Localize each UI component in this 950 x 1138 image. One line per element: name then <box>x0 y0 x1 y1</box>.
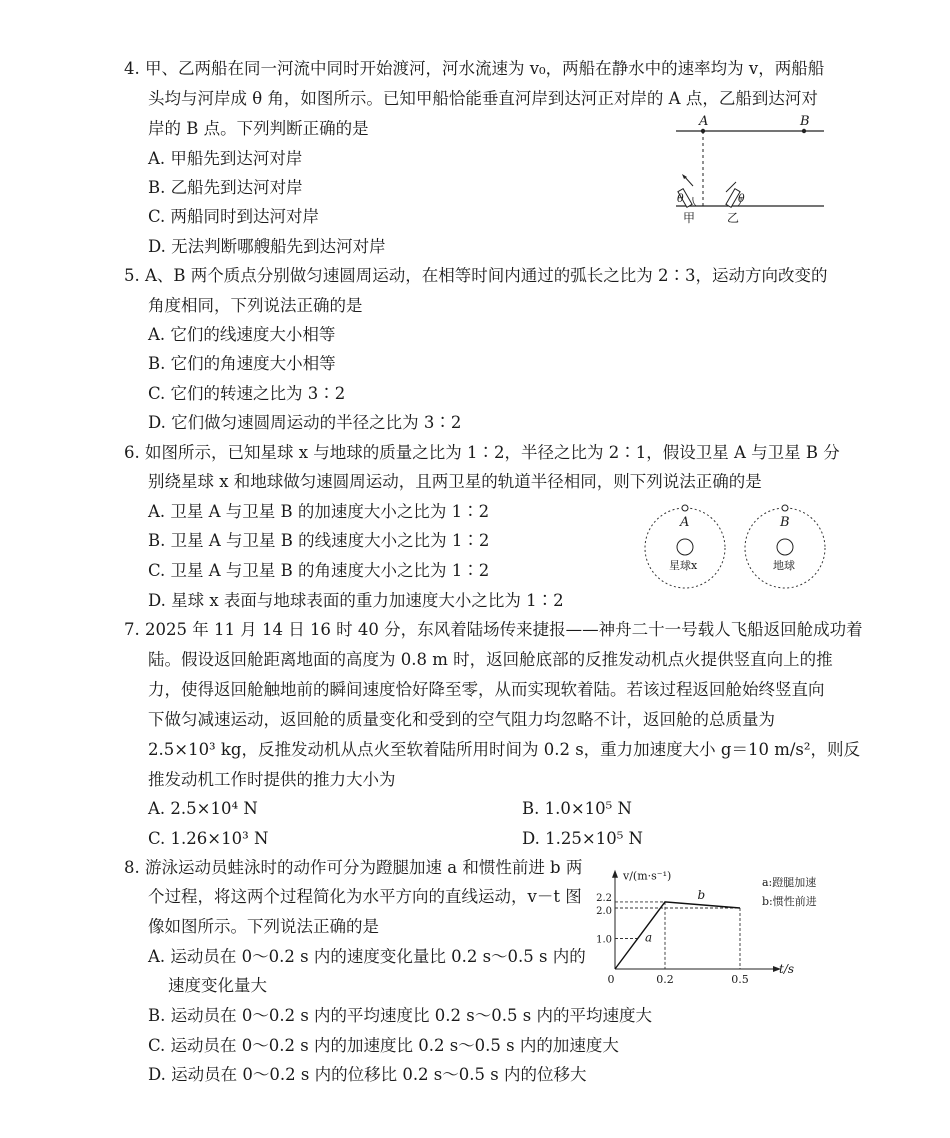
q6-option-a: A. 卫星 A 与卫星 B 的加速度大小之比为 1∶2 <box>148 502 490 521</box>
x-axis-label: t/s <box>779 962 795 976</box>
q4-river-figure <box>668 112 828 232</box>
q6-stem-line-1: 6. 如图所示，已知星球 x 与地球的质量之比为 1∶2，半径之比为 2∶1，假设卫星 A 与卫星 B 分 <box>124 443 840 462</box>
q6-option-c: C. 卫星 A 与卫星 B 的角速度大小之比为 1∶2 <box>148 561 490 580</box>
segment-b-label: b <box>697 887 706 902</box>
q6-option-d: D. 星球 x 表面与地球表面的重力加速度大小之比为 1∶2 <box>148 591 564 610</box>
q4-angle-yi: θ <box>738 192 745 205</box>
q7-stem-line-3: 力，使得返回舱触地前的瞬间速度恰好降至零，从而实现软着陆。若该过程返回舱始终竖直向 <box>148 680 825 699</box>
q7-stem-line-4: 下做匀减速运动，返回舱的质量变化和受到的空气阻力均忽略不计，返回舱的总质量为 <box>148 710 775 729</box>
q7-option-c: C. 1.26×10³ N <box>148 829 269 848</box>
legend-a: a:蹬腿加速 <box>762 876 817 889</box>
q4-option-b: B. 乙船先到达河对岸 <box>148 178 303 197</box>
earth-label: 地球 <box>773 559 795 572</box>
q7-option-d: D. 1.25×10⁵ N <box>522 829 643 848</box>
q6-option-b: B. 卫星 A 与卫星 B 的线速度大小之比为 1∶2 <box>148 531 490 550</box>
q8-option-b: B. 运动员在 0～0.2 s 内的平均速度比 0.2 s～0.5 s 内的平均速度大 <box>148 1006 652 1025</box>
q4-option-d: D. 无法判断哪艘船先到达河对岸 <box>148 237 386 256</box>
segment-a-label: a <box>645 930 653 945</box>
x-tick-0: 0 <box>607 973 615 986</box>
x-tick-0.5: 0.5 <box>731 973 749 986</box>
y-tick-1.0: 1.0 <box>596 934 612 946</box>
q4-option-c: C. 两船同时到达河对岸 <box>148 207 320 226</box>
q5-stem-line-2: 角度相同，下列说法正确的是 <box>148 296 363 315</box>
satellite-b <box>782 505 788 511</box>
velocity-line <box>615 902 740 969</box>
q8-vt-chart <box>596 852 836 987</box>
q4-stem-line-2: 头均与河岸成 θ 角，如图所示。已知甲船恰能垂直河岸到达河正对岸的 A 点，乙船到达河对 <box>148 89 818 108</box>
y-axis-arrow <box>612 870 618 878</box>
q7-option-b: B. 1.0×10⁵ N <box>522 799 632 818</box>
q4-boat-yi-label: 乙 <box>727 211 740 225</box>
planet-x-label: 星球x <box>669 559 698 572</box>
q4-stem-line-1: 4. 甲、乙两船在同一河流中同时开始渡河，河水流速为 v₀，两船在静水中的速率均为 v，两船船 <box>124 59 825 78</box>
sat-a-label: A <box>680 515 690 530</box>
q4-option-a: A. 甲船先到达河对岸 <box>148 149 303 168</box>
q7-stem-line-6: 推发动机工作时提供的推力大小为 <box>148 770 396 789</box>
q7-stem-line-5: 2.5×10³ kg，反推发动机从点火至软着陆所用时间为 0.2 s，重力加速度大小 g＝10 m/s²，则反 <box>148 740 861 759</box>
q4-point-b-label: B <box>800 114 810 129</box>
q8-stem-line-3: 像如图所示。下列说法正确的是 <box>148 917 379 936</box>
q8-stem-line-2: 个过程，将这两个过程简化为水平方向的直线运动，v－t 图 <box>148 887 582 906</box>
q4-point-a-label: A <box>699 114 709 129</box>
earth <box>777 539 793 555</box>
q7-option-a: A. 2.5×10⁴ N <box>148 799 258 818</box>
q5-option-a: A. 它们的线速度大小相等 <box>148 325 336 344</box>
y-tick-2.0: 2.0 <box>596 906 612 917</box>
y-axis-label: v/(m·s⁻¹) <box>623 869 672 883</box>
q7-stem-line-1: 7. 2025 年 11 月 14 日 16 时 40 分，东风着陆场传来捷报——神舟二十一号载人飞船返回舱成功着 <box>124 620 863 639</box>
q8-option-d: D. 运动员在 0～0.2 s 内的位移比 0.2 s～0.5 s 内的位移大 <box>148 1065 587 1084</box>
legend-b: b:惯性前进 <box>762 895 817 908</box>
q5-stem-line-1: 5. A、B 两个质点分别做匀速圆周运动，在相等时间内通过的弧长之比为 2∶3，运动方向改变的 <box>124 266 828 285</box>
q4-angle-jia: θ <box>677 192 684 205</box>
q8-option-a: A. 运动员在 0～0.2 s 内的速度变化量比 0.2 s～0.5 s 内的 <box>148 947 586 966</box>
satellite-a <box>682 505 688 511</box>
q8-option-c: C. 运动员在 0～0.2 s 内的加速度比 0.2 s～0.5 s 内的加速度大 <box>148 1036 619 1055</box>
q8-stem-line-1: 8. 游泳运动员蛙泳时的动作可分为蹬腿加速 a 和惯性前进 b 两 <box>124 858 583 877</box>
planet-x <box>677 539 693 555</box>
q6-orbit-figure <box>640 500 830 595</box>
q4-stem-line-3: 岸的 B 点。下列判断正确的是 <box>148 119 369 138</box>
q5-option-c: C. 它们的转速之比为 3∶2 <box>148 384 346 403</box>
q8-option-a-cont: 速度变化量大 <box>168 976 267 995</box>
q4-boat-jia-label: 甲 <box>683 211 696 225</box>
x-tick-0.2: 0.2 <box>656 973 674 986</box>
y-tick-2.2: 2.2 <box>596 892 612 904</box>
sat-b-label: B <box>780 515 790 530</box>
q5-option-d: D. 它们做匀速圆周运动的半径之比为 3∶2 <box>148 413 462 432</box>
q7-stem-line-2: 陆。假设返回舱距离地面的高度为 0.8 m 时，返回舱底部的反推发动机点火提供竖直向上的推 <box>148 650 833 669</box>
q5-option-b: B. 它们的角速度大小相等 <box>148 354 336 373</box>
q6-stem-line-2: 别绕星球 x 和地球做匀速圆周运动，且两卫星的轨道半径相同，则下列说法正确的是 <box>148 472 762 491</box>
